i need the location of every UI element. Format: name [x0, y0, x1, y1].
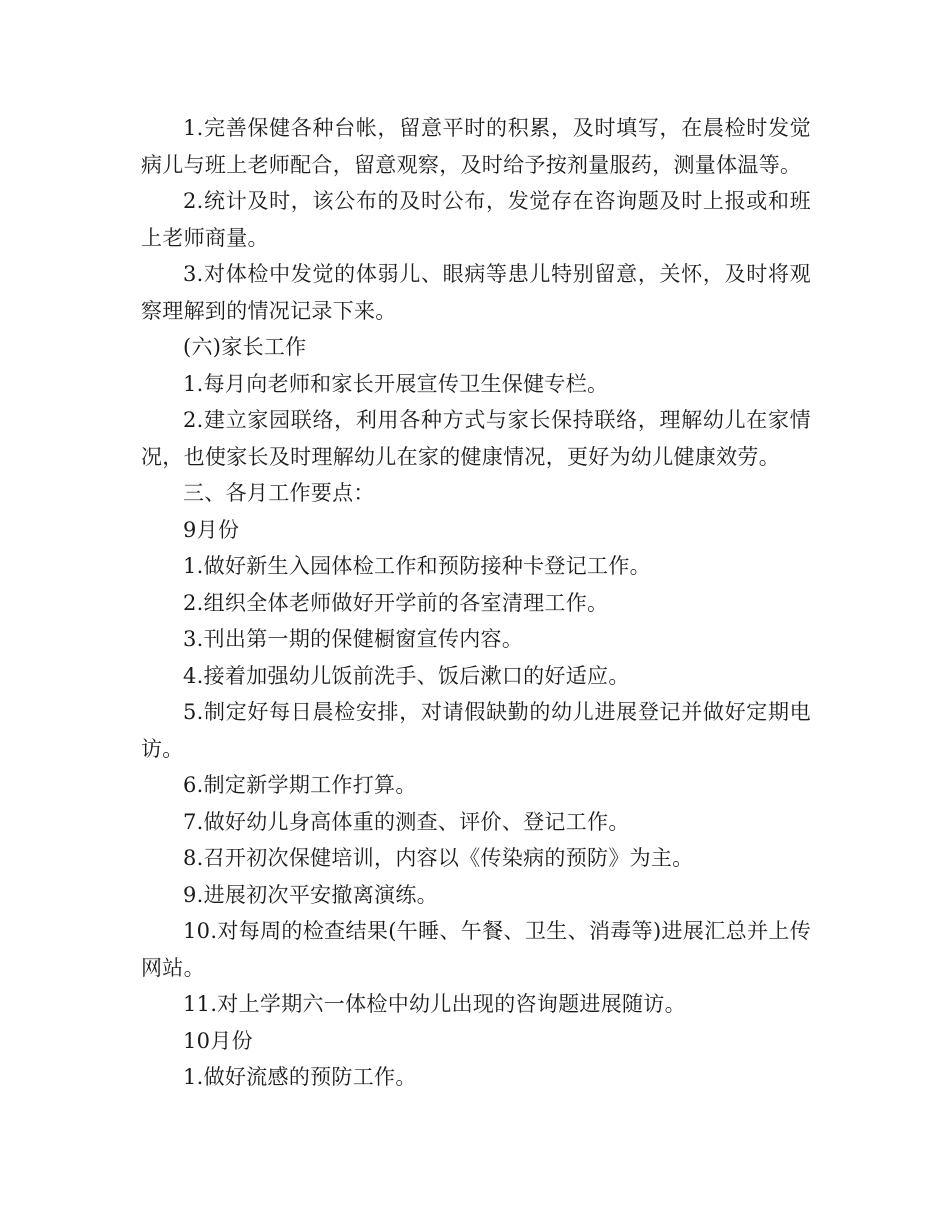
- paragraph-item-3-weak-children: 3.对体检中发觉的体弱儿、眼病等患儿特别留意，关怀，及时将观察理解到的情况记录下来。: [141, 262, 811, 323]
- paragraph-parent-item-1: 1.每月向老师和家长开展宣传卫生保健专栏。: [183, 371, 609, 396]
- section-heading-parent-work: (六)家长工作: [183, 335, 307, 359]
- september-item-9: 9.进展初次平安撤离演练。: [183, 882, 438, 907]
- september-item-10: 10.对每周的检查结果(午睡、午餐、卫生、消毒等)进展汇总并上传网站。: [141, 919, 811, 980]
- paragraph-item-1-ledger: 1.完善保健各种台帐，留意平时的积累，及时填写，在晨检时发觉病儿与班上老师配合，留意观察，及时给予按剂量服药，测量体温等。: [141, 116, 811, 177]
- september-item-1: 1.做好新生入园体检工作和预防接种卡登记工作。: [183, 554, 651, 578]
- month-heading-september: 9月份: [183, 517, 240, 542]
- september-item-7: 7.做好幼儿身高体重的测查、评价、登记工作。: [183, 809, 630, 834]
- month-heading-october: 10月份: [183, 1028, 253, 1053]
- september-item-5: 5.制定好每日晨检安排，对请假缺勤的幼儿进展登记并做好定期电访。: [141, 700, 811, 761]
- october-item-1: 1.做好流感的预防工作。: [183, 1065, 417, 1089]
- september-item-4: 4.接着加强幼儿饭前洗手、饭后漱口的好适应。: [183, 663, 630, 688]
- september-item-2: 2.组织全体老师做好开学前的各室清理工作。: [183, 590, 609, 615]
- september-item-11: 11.对上学期六一体检中幼儿出现的咨询题进展随访。: [183, 992, 686, 1016]
- september-item-8: 8.召开初次保健培训，内容以《传染病的预防》为主。: [183, 846, 694, 870]
- september-item-3: 3.刊出第一期的保健橱窗宣传内容。: [183, 627, 524, 651]
- paragraph-item-2-statistics: 2.统计及时，该公布的及时公布，发觉存在咨询题及时上报或和班上老师商量。: [141, 189, 811, 250]
- paragraph-parent-item-2: 2.建立家园联络，利用各种方式与家长保持联络，理解幼儿在家情况，也使家长及时理解幼儿在家的健康情况，更好为幼儿健康效劳。: [141, 408, 811, 469]
- section-heading-monthly-points: 三、各月工作要点：: [183, 481, 375, 505]
- september-item-6: 6.制定新学期工作打算。: [183, 773, 417, 797]
- document-body: [141, 110, 811, 1096]
